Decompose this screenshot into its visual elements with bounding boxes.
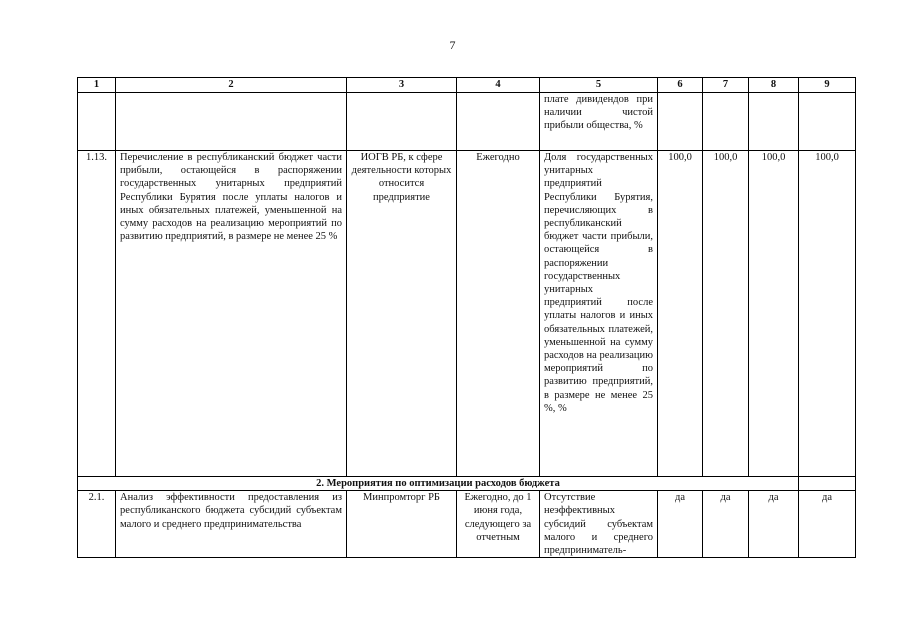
cell-value: да <box>799 491 856 558</box>
cell-value <box>658 93 703 151</box>
table-row-1-13 <box>78 151 856 477</box>
cell-value <box>749 93 799 151</box>
cell-measure: Анализ эффективности предоставления из республиканского бюджета субсидий субъектам малого и среднего предпринимательства <box>116 491 347 558</box>
header-cell: 2 <box>116 78 347 93</box>
cell-value: 100,0 <box>749 151 799 477</box>
cell-executor <box>347 93 457 151</box>
header-cell: 7 <box>703 78 749 93</box>
cell-value: да <box>703 491 749 558</box>
header-cell: 4 <box>457 78 540 93</box>
cell-value <box>703 93 749 151</box>
cell-executor: Минпромторг РБ <box>347 491 457 558</box>
table-row-2-1 <box>78 491 856 558</box>
header-cell: 8 <box>749 78 799 93</box>
page-number: 7 <box>449 38 456 52</box>
cell-measure: Перечисление в республиканский бюджет части прибыли, остающейся в распоряжении государственных унитарных предприятий Республики Бурятия после уплаты налогов и иных обязательных платежей, уменьшенной на сумму расходов на реализацию мероприятий по развитию предприятий, в размере не менее 25 % <box>116 151 347 477</box>
cell-value: 100,0 <box>799 151 856 477</box>
cell-indicator: плате дивидендов при наличии чистой прибыли общества, % <box>540 93 658 151</box>
cell-value <box>799 93 856 151</box>
table-row-section-2 <box>78 477 856 491</box>
indicator-text: Отсутствие неэффективных субсидий субъектам малого и среднего предприниматель- <box>544 492 653 557</box>
cell-value: да <box>749 491 799 558</box>
table-row-continuation <box>78 93 856 151</box>
header-cell: 3 <box>347 78 457 93</box>
cell-value: 100,0 <box>703 151 749 477</box>
cell-number: 2.1. <box>78 491 116 558</box>
cell-indicator: Доля государственных унитарных предприятий Республики Бурятия, перечисляющих в республиканский бюджет части прибыли, остающейся в распоряжении государственных унитарных предприятий после уплаты налогов и иных обязательных платежей, уменьшенной на сумму расходов на реализацию мероприятий по развитию предприятий, в размере не менее 25 %, % <box>540 151 658 477</box>
cell-value: 100,0 <box>658 151 703 477</box>
cell-deadline: Ежегодно, до 1 июня года, следующего за отчетным <box>457 491 540 558</box>
cell-deadline <box>457 93 540 151</box>
header-cell: 9 <box>799 78 856 93</box>
header-cell: 5 <box>540 78 658 93</box>
header-cell: 1 <box>78 78 116 93</box>
cell-measure <box>116 93 347 151</box>
cell-number: 1.13. <box>78 151 116 477</box>
header-row <box>78 78 856 93</box>
cell-executor: ИОГВ РБ, к сфере деятельности которых относится предприятие <box>347 151 457 477</box>
measures-table <box>77 77 856 558</box>
cell-deadline: Ежегодно <box>457 151 540 477</box>
header-cell: 6 <box>658 78 703 93</box>
cell-indicator <box>540 491 658 558</box>
section-heading: 2. Мероприятия по оптимизации расходов бюджета <box>78 477 799 491</box>
cell-number <box>78 93 116 151</box>
cell-empty <box>799 477 856 491</box>
cell-value: да <box>658 491 703 558</box>
